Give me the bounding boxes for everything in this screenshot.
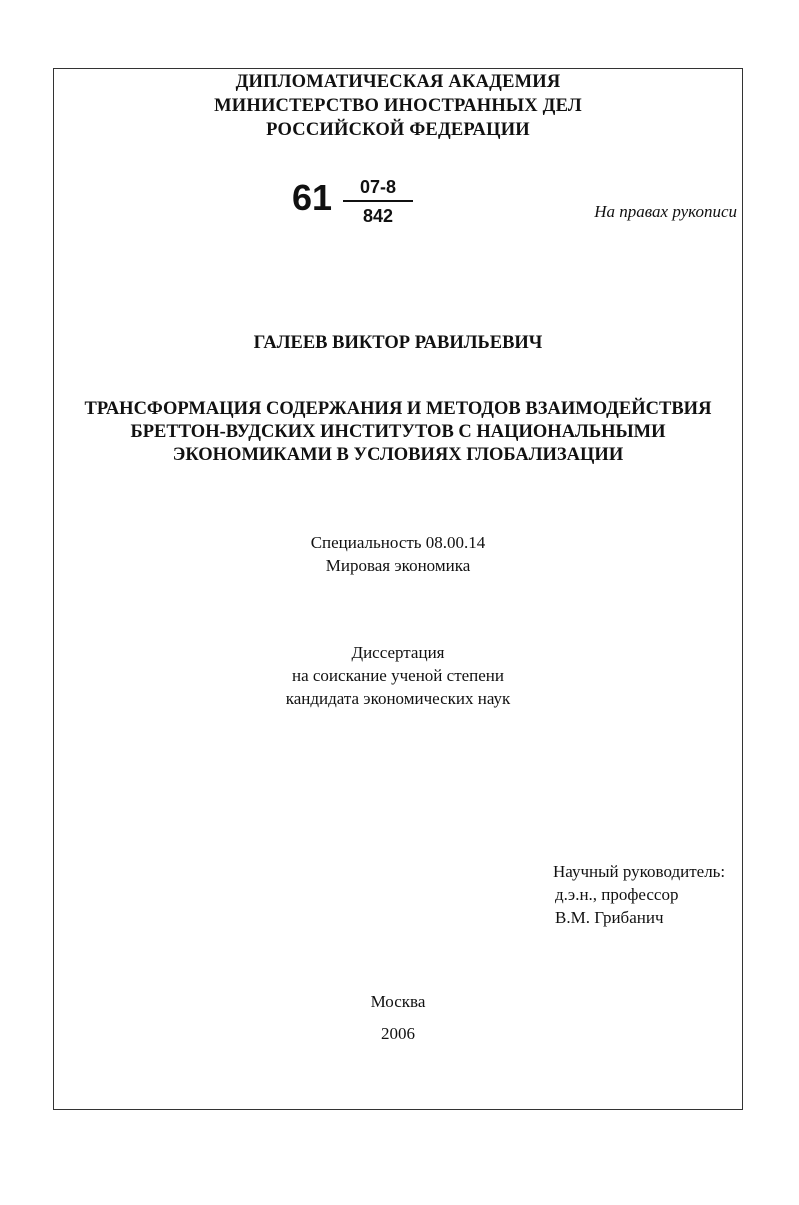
degree-block xyxy=(53,641,743,710)
city: Москва xyxy=(370,992,426,1011)
library-code-denominator: 842 xyxy=(362,206,394,226)
institution-line-1: ДИПЛОМАТИЧЕСКАЯ АКАДЕМИЯ xyxy=(235,72,561,92)
institution-line-3: РОССИЙСКОЙ ФЕДЕРАЦИИ xyxy=(266,120,530,140)
rights-note: На правах рукописи xyxy=(594,202,737,221)
thesis-title-line-2: БРЕТТОН-ВУДСКИХ ИНСТИТУТОВ С НАЦИОНАЛЬНЫМИ xyxy=(130,422,666,442)
library-code-numerator: 07-8 xyxy=(359,177,397,197)
supervisor-label: Научный руководитель: xyxy=(553,862,726,881)
library-code-fraction xyxy=(343,176,413,227)
supervisor-block xyxy=(553,860,725,929)
thesis-title-line-1: ТРАНСФОРМАЦИЯ СОДЕРЖАНИЯ И МЕТОДОВ ВЗАИМОДЕЙСТВИЯ xyxy=(84,399,712,419)
degree-line-2: на соискание ученой степени xyxy=(291,666,505,685)
specialty-block xyxy=(53,531,743,577)
supervisor-title: д.э.н., профессор xyxy=(555,885,679,904)
degree-line-3: кандидата экономических наук xyxy=(285,689,511,708)
thesis-title-line-3: ЭКОНОМИКАМИ В УСЛОВИЯХ ГЛОБАЛИЗАЦИИ xyxy=(172,445,624,465)
institution-line-2: МИНИСТЕРСТВО ИНОСТРАННЫХ ДЕЛ xyxy=(214,96,582,116)
specialty-code: Специальность 08.00.14 xyxy=(310,533,486,552)
supervisor-name: В.М. Грибанич xyxy=(555,908,664,927)
year: 2006 xyxy=(381,1024,415,1043)
specialty-name: Мировая экономика xyxy=(325,556,471,575)
author-name: ГАЛЕЕВ ВИКТОР РАВИЛЬЕВИЧ xyxy=(253,333,543,353)
fraction-line xyxy=(343,200,413,202)
degree-line-1: Диссертация xyxy=(351,643,445,662)
institution-header xyxy=(53,70,743,142)
thesis-title xyxy=(53,398,743,467)
library-code-number: 61 xyxy=(292,177,333,218)
